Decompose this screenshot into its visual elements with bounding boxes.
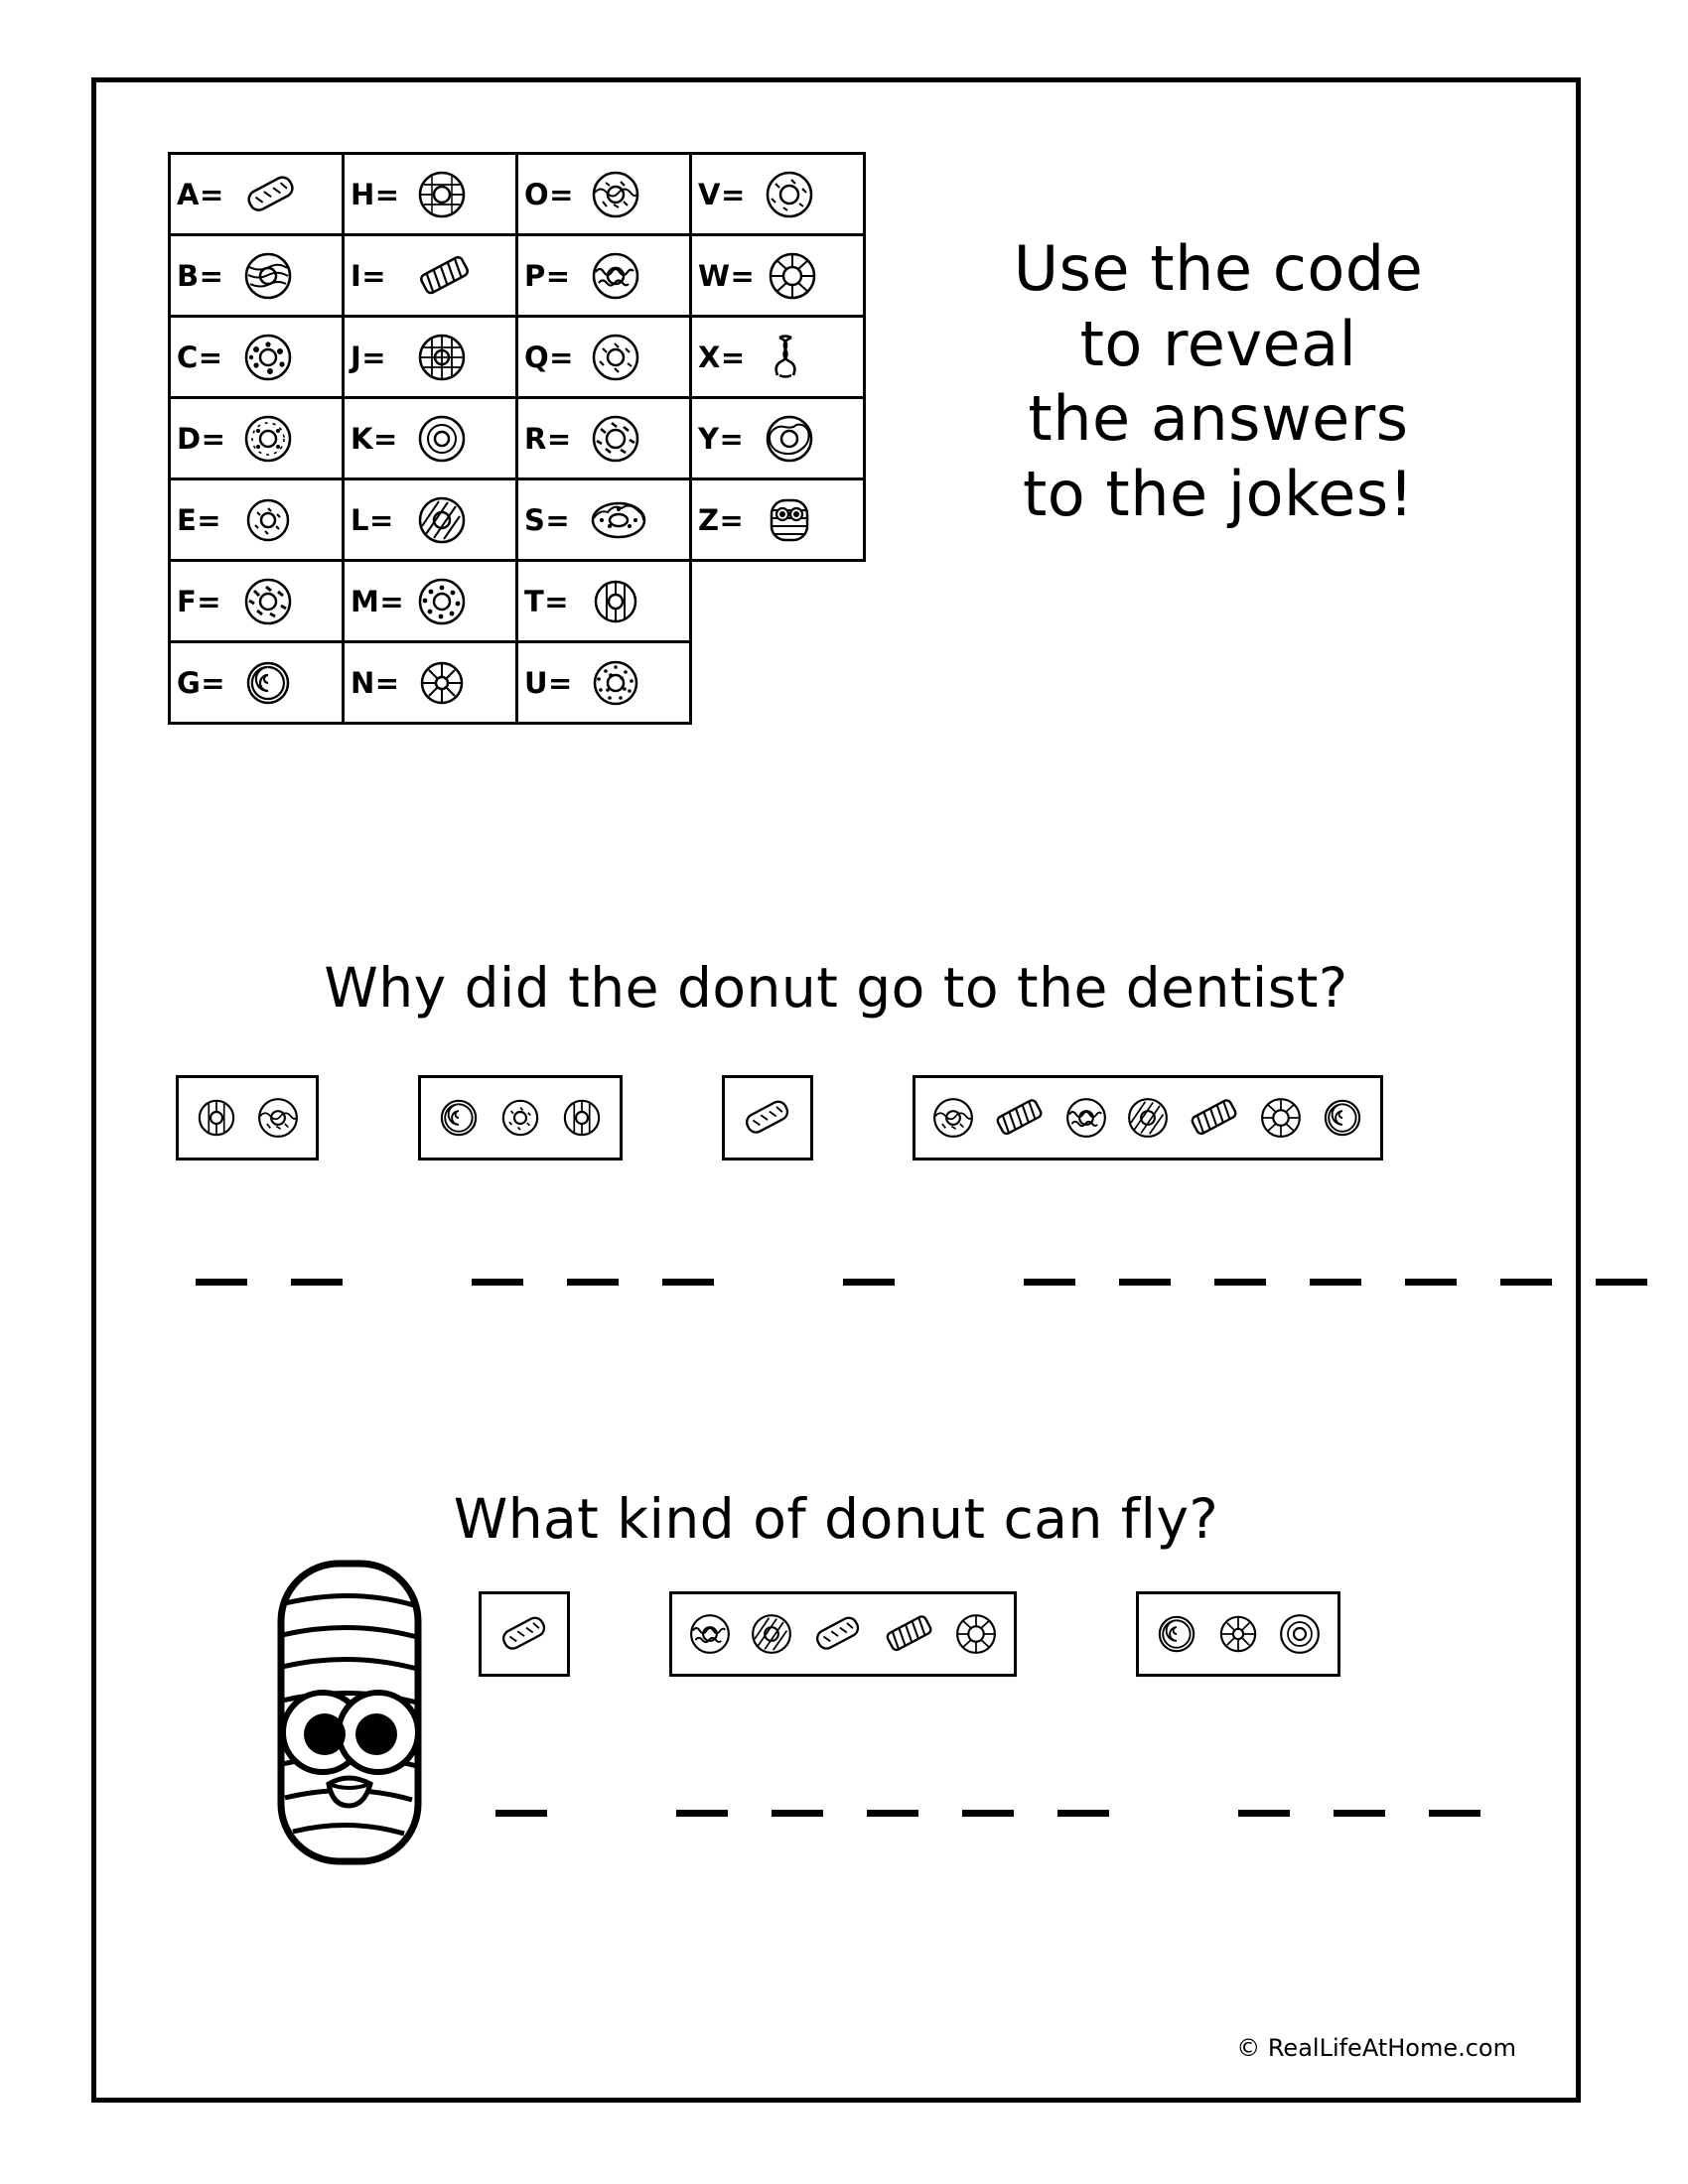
donut-small-sprinkles-icon — [496, 1095, 544, 1141]
donut-plain-glazed-icon — [762, 413, 817, 465]
donut-eyes-striped-icon — [762, 494, 817, 546]
key-cell-t — [517, 561, 691, 642]
donut-grid-icon — [414, 332, 470, 383]
key-cell-l — [344, 479, 517, 561]
donut-frosted-sprinkles-icon — [254, 1095, 302, 1141]
donut-wavy-ring-icon — [193, 1095, 240, 1141]
key-cell-a — [170, 154, 344, 235]
key-cell-x — [691, 317, 865, 398]
donut-frosted-sprinkles-icon — [929, 1095, 977, 1141]
key-letter: E= — [177, 502, 222, 537]
answer-blank[interactable] — [1119, 1279, 1171, 1286]
answer-word-box — [913, 1075, 1383, 1160]
answer-blank[interactable] — [1405, 1279, 1457, 1286]
answer-blank[interactable] — [291, 1279, 343, 1286]
donut-petal-icon — [952, 1611, 1000, 1657]
answer-word-box — [418, 1075, 623, 1160]
answer-blank[interactable] — [1500, 1279, 1552, 1286]
donut-diagonal-lines-icon — [1124, 1095, 1172, 1141]
answer-blank[interactable] — [676, 1810, 728, 1817]
donut-stick-sprinkles-icon — [809, 1612, 867, 1656]
key-cell-z — [691, 479, 865, 561]
donut-sunburst-icon — [414, 657, 470, 709]
key-cell-m — [344, 561, 517, 642]
donut-speckled-icon — [588, 332, 643, 383]
key-cell-f — [170, 561, 344, 642]
key-letter: A= — [177, 177, 224, 211]
key-cell-d — [170, 398, 344, 479]
key-cell-j — [344, 317, 517, 398]
key-cell-b — [170, 235, 344, 317]
donut-spiral-icon — [1319, 1095, 1366, 1141]
answer-blank[interactable] — [1310, 1279, 1361, 1286]
answer-blanks-2 — [474, 1810, 1502, 1817]
key-letter: I= — [351, 258, 387, 293]
answer-blank[interactable] — [495, 1810, 547, 1817]
donut-plain-ring-icon — [414, 413, 470, 465]
key-cell-y — [691, 398, 865, 479]
key-letter: Y= — [698, 421, 745, 456]
headline-line-3: the answers — [1028, 382, 1409, 456]
instruction-headline — [891, 231, 1546, 532]
headline-line-1: Use the code — [1013, 232, 1424, 305]
answer-blanks-1 — [174, 1279, 1669, 1286]
answer-blank[interactable] — [772, 1810, 823, 1817]
key-cell-q — [517, 317, 691, 398]
donut-petal-icon — [1257, 1095, 1305, 1141]
headline-line-2: to reveal — [1079, 307, 1357, 380]
donut-dense-dots-icon — [588, 657, 643, 709]
answer-blank[interactable] — [662, 1279, 714, 1286]
key-cell-u — [517, 642, 691, 724]
key-letter: C= — [177, 340, 223, 374]
donut-spiral-icon — [435, 1095, 483, 1141]
answer-blank[interactable] — [843, 1279, 895, 1286]
key-letter: B= — [177, 258, 224, 293]
code-key-table — [168, 152, 866, 725]
answer-word-box — [1136, 1591, 1340, 1677]
donut-stick-sprinkles-icon — [495, 1612, 553, 1656]
donut-plain-ring-icon — [1276, 1611, 1324, 1657]
answer-word-box — [176, 1075, 319, 1160]
key-cell-empty — [691, 642, 865, 724]
donut-bar-striped-icon — [414, 253, 476, 299]
answer-row-1 — [176, 1075, 1383, 1160]
donut-spotted-icon — [240, 332, 296, 383]
key-letter: L= — [351, 502, 394, 537]
key-cell-o — [517, 154, 691, 235]
worksheet-page — [91, 77, 1581, 2103]
key-cell-empty — [691, 561, 865, 642]
answer-blank[interactable] — [1596, 1279, 1647, 1286]
donut-drizzle-icon — [686, 1611, 734, 1657]
donut-frosted-sprinkles-icon — [588, 169, 643, 220]
key-cell-e — [170, 479, 344, 561]
answer-blank[interactable] — [196, 1279, 247, 1286]
key-letter: U= — [524, 665, 573, 700]
key-letter: D= — [177, 421, 226, 456]
answer-blank[interactable] — [1429, 1810, 1480, 1817]
key-cell-g — [170, 642, 344, 724]
key-letter: O= — [524, 177, 574, 211]
answer-blank[interactable] — [1057, 1810, 1109, 1817]
answer-word-box — [722, 1075, 813, 1160]
donut-spiral-icon — [240, 657, 296, 709]
key-letter: Q= — [524, 340, 574, 374]
answer-blank[interactable] — [1024, 1279, 1075, 1286]
donut-petal-icon — [765, 250, 820, 302]
donut-striped-icon — [240, 250, 296, 302]
key-cell-i — [344, 235, 517, 317]
answer-row-2 — [479, 1591, 1340, 1677]
key-letter: P= — [524, 258, 571, 293]
answer-blank[interactable] — [567, 1279, 619, 1286]
answer-word-box — [479, 1591, 570, 1677]
answer-blank[interactable] — [1334, 1810, 1385, 1817]
donut-stick-sprinkles-icon — [739, 1096, 796, 1140]
key-letter: V= — [698, 177, 746, 211]
donut-stick-sprinkles-icon — [240, 172, 302, 217]
donut-drizzle-icon — [588, 250, 643, 302]
key-cell-p — [517, 235, 691, 317]
donut-mascot-icon — [255, 1552, 444, 1883]
key-cell-s — [517, 479, 691, 561]
donut-small-sprinkles-icon — [240, 494, 296, 546]
donut-sunburst-icon — [1214, 1611, 1262, 1657]
key-letter: W= — [698, 258, 756, 293]
key-letter: K= — [351, 421, 398, 456]
donut-dark-sprinkles-icon — [588, 413, 643, 465]
donut-open-sprinkles-icon — [762, 169, 817, 220]
key-letter: T= — [524, 584, 570, 618]
headline-line-4: to the jokes! — [1022, 457, 1415, 530]
donut-twist-icon — [762, 332, 811, 383]
key-letter: G= — [177, 665, 226, 700]
key-cell-r — [517, 398, 691, 479]
donut-wavy-ring-icon — [588, 576, 643, 627]
key-cell-k — [344, 398, 517, 479]
site-credit: © RealLifeAtHome.com — [1236, 2034, 1516, 2062]
donut-lined-round-icon — [414, 169, 470, 220]
donut-spiral-icon — [1153, 1611, 1200, 1657]
donut-crumb-top-icon — [588, 496, 649, 544]
key-cell-n — [344, 642, 517, 724]
key-letter: S= — [524, 502, 571, 537]
donut-bar-striped-icon — [1186, 1096, 1243, 1140]
joke-question-1: Why did the donut go to the dentist? — [324, 956, 1348, 1020]
key-letter: F= — [177, 584, 222, 618]
answer-blank[interactable] — [867, 1810, 918, 1817]
answer-blank[interactable] — [472, 1279, 523, 1286]
donut-chunky-sprinkles-icon — [240, 576, 296, 627]
donut-flower-dots-icon — [414, 576, 470, 627]
donut-bar-striped-icon — [881, 1612, 938, 1656]
donut-diagonal-lines-icon — [414, 494, 470, 546]
key-cell-w — [691, 235, 865, 317]
answer-blank[interactable] — [1214, 1279, 1266, 1286]
key-cell-h — [344, 154, 517, 235]
key-letter: Z= — [698, 502, 745, 537]
key-letter: R= — [524, 421, 572, 456]
donut-diagonal-lines-icon — [748, 1611, 795, 1657]
donut-wavy-ring-icon — [558, 1095, 606, 1141]
donut-bar-striped-icon — [991, 1096, 1049, 1140]
key-letter: H= — [351, 177, 400, 211]
key-letter: M= — [351, 584, 405, 618]
joke-question-2: What kind of donut can fly? — [453, 1487, 1219, 1551]
key-cell-c — [170, 317, 344, 398]
donut-dotted-ring-icon — [240, 413, 296, 465]
key-letter: N= — [351, 665, 400, 700]
donut-drizzle-icon — [1062, 1095, 1110, 1141]
key-letter: X= — [698, 340, 746, 374]
key-cell-v — [691, 154, 865, 235]
answer-blank[interactable] — [962, 1810, 1014, 1817]
answer-blank[interactable] — [1238, 1810, 1290, 1817]
answer-word-box — [669, 1591, 1017, 1677]
key-letter: J= — [351, 340, 387, 374]
